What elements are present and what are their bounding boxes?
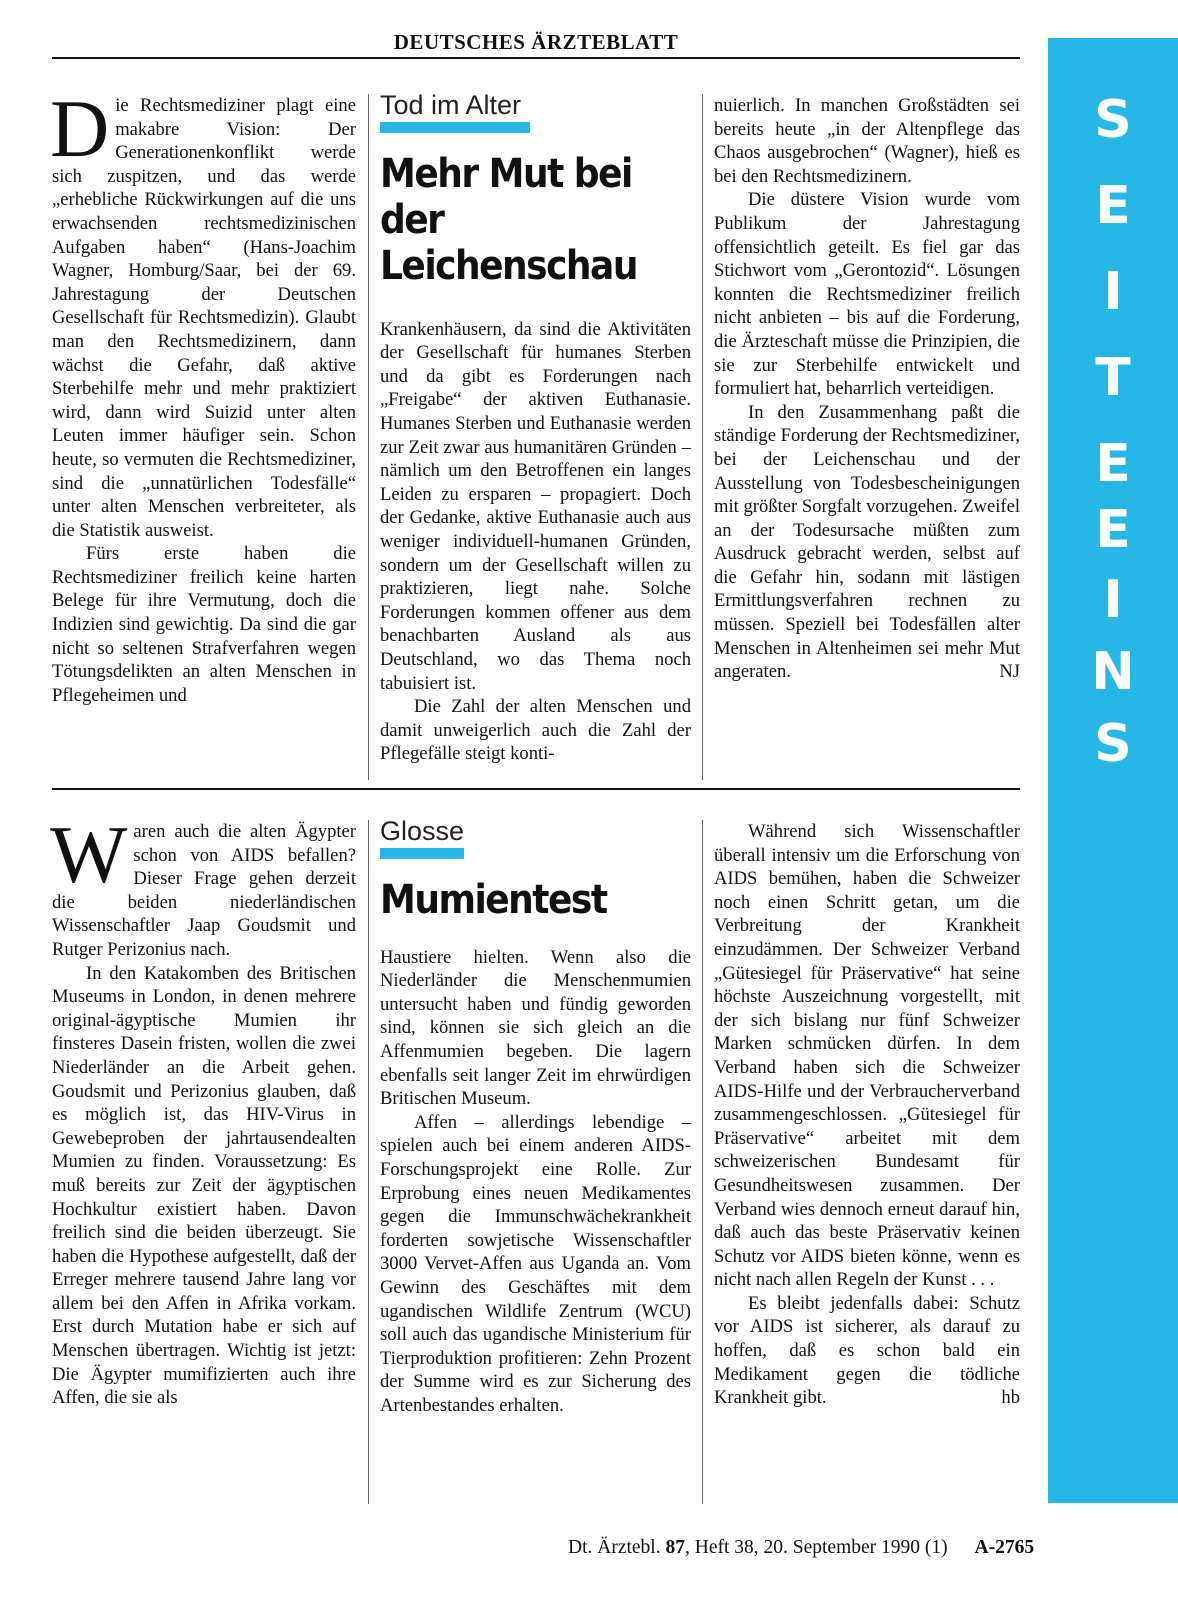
article-1-paragraph: Fürs erste haben die Rechtsmediziner freilich keine harten Belege für ihre Vermutung, doch die Indizien sind gewichtig. Da sind die gar nicht so seltenen Strafverfahren wegen Tötungsdelikten an alten Menschen in Pflegeheimen und: [52, 543, 356, 706]
sidebar-letter: S: [1094, 714, 1132, 774]
footer-journal: Dt. Ärztebl.: [568, 1537, 661, 1558]
article-1-paragraph: Die düstere Vision wurde vom Publikum der Jahrestagung offensichtlich geteilt. Es fiel gar das Stichwort vom „Gerontozid“. Lösungen konnten die Rechtsmediziner freilich nicht anbieten – bis auf die Forderung, die Ärzteschaft müsse die Prinzipien, die sie zur Sterbehilfe entwickelt und formuliert hat, beharrlich verteidigen.: [714, 189, 1020, 400]
article-1-column-1: [50, 83, 356, 707]
sidebar-letter: S: [1094, 90, 1132, 150]
article-1-paragraph: [50, 83, 356, 542]
article-1-headline: [380, 151, 691, 289]
article-1-text: ie Rechtsmediziner plagt eine makabre Vision: Der Generationenkonflikt werde sich zuspitzen, und das werde „erhebliche Rückwirkungen auf die uns erwachsenden rechtsmedizinischen Aufgaben haben“ (Hans-Joachim Wagner, Homburg/Saar, bei der 69. Jahrestagung der Deutschen Gesellschaft für Rechtsmedizin). Glaubt man den Rechtsmedizinern, dann wächst die Gefahr, daß aktive Sterbehilfe mehr und mehr praktiziert wird, dann wird Suizid unter alten Leuten immer häufiger sein. Schon heute, so vermuten die Rechtsmediziner, sind die „unnatürlichen Todesfälle“ unter alten Menschen verbreiteter, als die Statistik ausweist.: [52, 95, 356, 541]
article-1-column-3: [714, 94, 1020, 684]
article-2-column-2: [380, 816, 691, 1417]
drop-cap: D: [50, 83, 110, 174]
article-2-paragraph: [50, 809, 356, 962]
author-signature: NJ: [999, 661, 1020, 683]
headline-line: der Leichenschau: [380, 196, 637, 289]
footer-volume: 87: [665, 1537, 685, 1558]
article-2-headline: Mumientest: [380, 876, 607, 923]
author-signature: hb: [1001, 1387, 1020, 1409]
sidebar-letter: I: [1103, 570, 1123, 630]
article-1-kicker: Tod im Alter: [380, 90, 522, 120]
article-1-paragraph: nuierlich. In manchen Großstädten sei bereits heute „in der Altenpflege das Chaos ausgebrochen“ (Wagner), hieß es bei den Rechtsmedizinern.: [714, 95, 1020, 187]
article-1-column-2: [380, 90, 691, 766]
article-2-paragraph: [714, 1292, 1020, 1410]
article-1-paragraph: [714, 401, 1020, 684]
article-2-column-1: [50, 809, 356, 1410]
masthead: DEUTSCHES ÄRZTEBLATT: [393, 30, 679, 54]
kicker-bar: [380, 848, 464, 859]
article-2-column-3: [714, 820, 1020, 1410]
article-2-paragraph: Während sich Wissenschaftler überall intensiv um die Erforschung von AIDS bemühen, haben die Schweizer noch einen Schritt getan, um die Verbreitung der Krankheit einzudämmen. Der Schweizer Verband „Gütesiegel für Präservative“ hat seine höchste Auszeichnung vorgestellt, mit der sich bislang nur fünf Schweizer Marken schmücken dürfen. In dem Verband haben sich die Schweizer AIDS-Hilfe und der Verbraucherverband zusammengeschlossen. „Gütesiegel für Präservative“ arbeitet mit dem schweizerischen Bundesamt für Gesundheitswesen zusammen. Der Verband wies dennoch erneut darauf hin, daß auch das beste Präservativ keinen Schutz vor AIDS bieten könne, wenn es nicht nach allen Regeln der Kunst . . .: [714, 821, 1020, 1291]
sidebar-letter: I: [1103, 262, 1123, 322]
section-rule: [52, 788, 1020, 790]
column-divider: [368, 820, 369, 1504]
drop-cap: W: [50, 809, 128, 900]
column-divider: [702, 820, 703, 1504]
article-2-text: aren auch die alten Ägypter schon von AIDS befallen? Dieser Frage gehen derzeit die beiden niederländischen Wissenschaftler Jaap Goudsmit und Rutger Perizonius nach.: [52, 821, 356, 960]
article-1-text: In den Zusammenhang paßt die ständige Forderung der Rechtsmediziner, bei der Leichenschau und der Ausstellung von Todesbescheinigungen mit größter Sorgfalt vorzugehen. Zweifel an der Todesursache müßten zum Ausdruck gebracht werden, selbst auf die Gefahr hin, sodann mit lästigen Ermittlungsverfahren rechnen zu müssen. Speziell bei Todesfällen alter Menschen in Altenheimen sei mehr Mut angeraten.: [714, 401, 1020, 683]
footer-issue: , Heft 38, 20. September 1990 (1): [684, 1537, 948, 1558]
headline-line: Mehr Mut bei: [380, 150, 632, 197]
sidebar-seite-eins: [1048, 38, 1178, 1503]
article-2-paragraph: In den Katakomben des Britischen Museums in London, in denen mehrere original-ägyptische Mumien ihr finsteres Dasein fristen, wollen die zwei Niederländer an die Arbeit gehen. Goudsmit und Perizonius glauben, daß es möglich ist, das HIV-Virus in Gewebeproben der jahrtausendealten Mumien zu finden. Voraussetzung: Es muß bereits zur Zeit der ägyptischen Hochkultur existiert haben. Davon freilich sind die beiden überzeugt. Sie haben die Hypothese aufgestellt, daß der Erreger mehrere tausend Jahre lang vor allem bei den Affen in Afrika vorkam. Erst durch Mutation habe er sich auf Menschen übertragen. Wichtig ist jetzt: Die Ägypter mumifizierten auch ihre Affen, die sie als: [52, 962, 356, 1409]
sidebar-letter: N: [1091, 642, 1135, 702]
page-footer: [568, 1537, 1034, 1559]
sidebar-letter: T: [1095, 348, 1131, 408]
footer-page-number: A-2765: [974, 1537, 1035, 1558]
sidebar-letter: E: [1095, 500, 1131, 560]
article-1-paragraph: Die Zahl der alten Menschen und damit unweigerlich auch die Zahl der Pflegefälle steigt konti-: [380, 696, 691, 765]
article-2-paragraph: Haustiere hielten. Wenn also die Niederländer die Menschenmumien untersucht haben und fündig geworden sind, können sie sich gleich an die Affenmumien begeben. Die lagern ebenfalls seit langer Zeit im ehrwürdigen Britischen Museum.: [380, 946, 691, 1110]
article-2-text: Es bleibt jedenfalls dabei: Schutz vor AIDS ist sicherer, als darauf zu hoffen, daß es schon bald ein Medikament gegen die tödliche Krankheit gibt.: [714, 1292, 1020, 1409]
column-divider: [702, 94, 703, 780]
article-2-paragraph: Affen – allerdings lebendige – spielen auch bei einem anderen AIDS-Forschungsprojekt eine Rolle. Zur Erprobung eines neuen Medikamentes gegen die Immunschwächekrankheit forderten sowjetische Wissenschaftler 3000 Vervet-Affen aus Uganda an. Vom Gewinn des Geschäftes mit dem ugandischen Wildlife Zentrum (WCU) soll auch das ugandische Ministerium für Tierproduktion profitieren: Zehn Prozent der Summe wird es zur Sicherung des Artenbestandes erhalten.: [380, 1111, 691, 1416]
masthead-rule: [52, 57, 1020, 59]
kicker-bar: [380, 122, 530, 133]
column-divider: [368, 94, 369, 780]
sidebar-letter: E: [1095, 434, 1131, 494]
article-2-kicker: Glosse: [380, 816, 465, 846]
article-1-paragraph: Krankenhäusern, da sind die Aktivitäten der Gesellschaft für humanes Sterben und da gibt es Forderungen nach „Freigabe“ der aktiven Euthanasie. Humanes Sterben und Euthanasie werden zur Zeit zwar aus humanitären Gründen – nämlich um den Betroffenen ein langes Leiden zu ersparen – propagiert. Doch der Gedanke, aktive Euthanasie auch aus weniger individuell-humanen Gründen, sondern um der Gesellschaft willen zu praktizieren, liegt nahe. Solche Forderungen kommen offener aus dem benachbarten Ausland als aus Deutschland, wo das Thema noch tabuisiert ist.: [380, 318, 691, 694]
sidebar-letter: E: [1095, 176, 1131, 236]
